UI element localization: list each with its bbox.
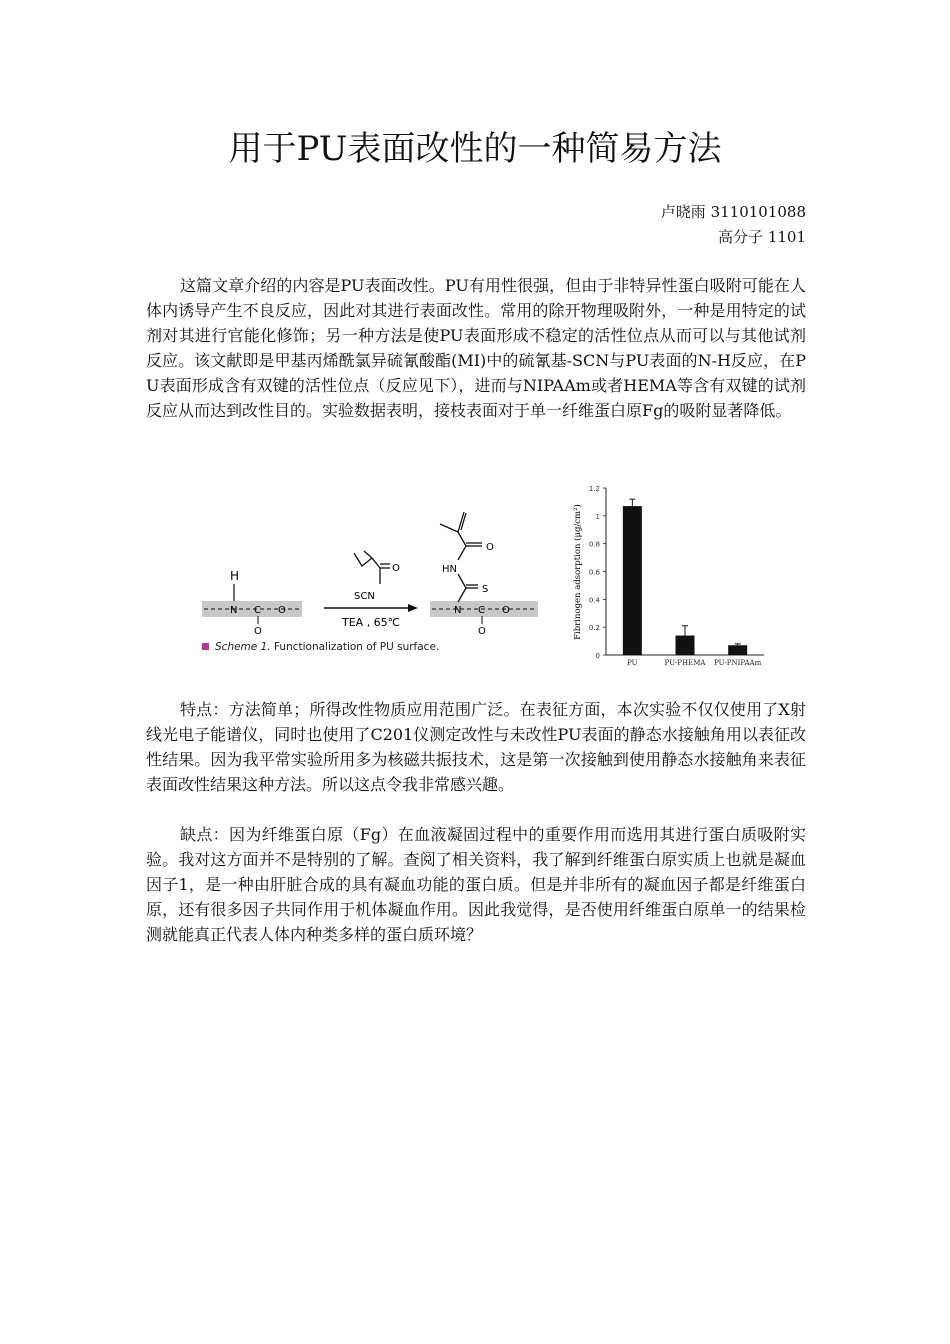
author-class: 高分子 1101 <box>718 228 806 246</box>
atom-n-label-left: N <box>230 605 238 616</box>
chart-bar <box>676 636 695 655</box>
atom-o-amide: O <box>486 542 494 553</box>
chart-y-tick-label: 1.2 <box>588 485 600 493</box>
author-block <box>661 200 806 250</box>
scheme-caption <box>202 641 439 653</box>
atom-o-carbonyl-left: O <box>254 626 262 637</box>
atom-c-label-right: C <box>478 605 485 616</box>
paragraph-drawbacks: 缺点：因为纤维蛋白原（Fg）在血液凝固过程中的重要作用而选用其进行蛋白质吸附实验。我对这方面并不是特别的了解。查阅了相关资料，我了解到纤维蛋白原实质上也就是凝血因子1，是一种由肝脏合成的具有凝血功能的蛋白质。但是并非所有的凝血因子都是纤维蛋白原，还有很多因子共同作用于机体凝血作用。因此我觉得，是否使用纤维蛋白原单一的结果检测就能真正代表人体内种类多样的蛋白质环境？ <box>146 825 806 944</box>
atom-o-reagent: O <box>392 563 400 574</box>
chart-x-tick-label: PU-PNIPAAm <box>714 659 762 667</box>
scheme-caption-text: Functionalization of PU surface. <box>273 641 440 653</box>
atom-c-label-left: C <box>254 605 261 616</box>
chart-y-tick-label: 0.4 <box>588 596 600 605</box>
chart-bar <box>623 506 642 655</box>
atom-o-label-left: O <box>278 605 286 616</box>
chart-x-tick-label: PU-PHEMA <box>664 659 706 667</box>
chart-y-tick-label: 0.2 <box>588 624 600 633</box>
atom-h-label: H <box>230 569 240 583</box>
chart-y-tick-label: 0.6 <box>588 568 600 577</box>
atom-o-carbonyl-right: O <box>478 626 486 637</box>
scheme-caption-label: Scheme 1. <box>215 641 271 653</box>
pu-surface-left <box>202 601 302 617</box>
chart-bar <box>728 645 747 655</box>
paragraph-intro: 这篇文章介绍的内容是PU表面改性。PU有用性很强，但由于非特异性蛋白吸附可能在人体内诱导产生不良反应，因此对其进行表面改性。常用的除开物理吸附外，一种是用特定的试剂对其进行官能化修饰；另一种方法是使PU表面形成不稳定的活性位点从而可以与其他试剂反应。该文献即是甲基丙烯酰氯异硫氰酸酯(MI)中的硫氰基-SCN与PU表面的N-H反应，在PU表面形成含有双键的活性位点（反应见下），进而与NIPAAm或者HEMA等含有双键的试剂反应从而达到改性目的。实验数据表明，接枝表面对于单一纤维蛋白原Fg的吸附显著降低。 <box>146 276 806 420</box>
reagent-scn-label: SCN <box>354 591 375 602</box>
chart-y-tick-label: 0 <box>595 652 600 660</box>
chart-y-axis-label: Fibrinogen adsorption (μg/cm²) <box>573 504 583 640</box>
chart-y-tick-label: 0.8 <box>588 540 600 549</box>
author-name-id: 卢晓雨 3110101088 <box>660 203 806 221</box>
paragraph-features: 特点：方法简单；所得改性物质应用范围广泛。在表征方面，本次实验不仅仅使用了X射线光电子能谱仪，同时也使用了C201仪测定改性与未改性PU表面的静态水接触角用以表征改性结果。因为我平常实验所用多为核磁共振技术，这是第一次接触到使用静态水接触角来表征表面改性结果这种方法。所以这点令我非常感兴趣。 <box>146 700 806 794</box>
chart-x-tick-label: PU <box>627 659 638 667</box>
chart-y-tick-label: 1 <box>595 512 600 521</box>
reaction-conditions: TEA , 65℃ <box>342 616 401 629</box>
fibrinogen-adsorption-chart <box>560 480 770 674</box>
document-title: 用于PU表面改性的一种简易方法 <box>228 129 722 169</box>
atom-n-label-right: N <box>454 605 462 616</box>
atom-o-label-right: O <box>502 605 510 616</box>
atom-hn-label: HN <box>442 564 457 575</box>
atom-s-label: S <box>482 584 489 595</box>
caption-marker-icon <box>202 643 209 650</box>
